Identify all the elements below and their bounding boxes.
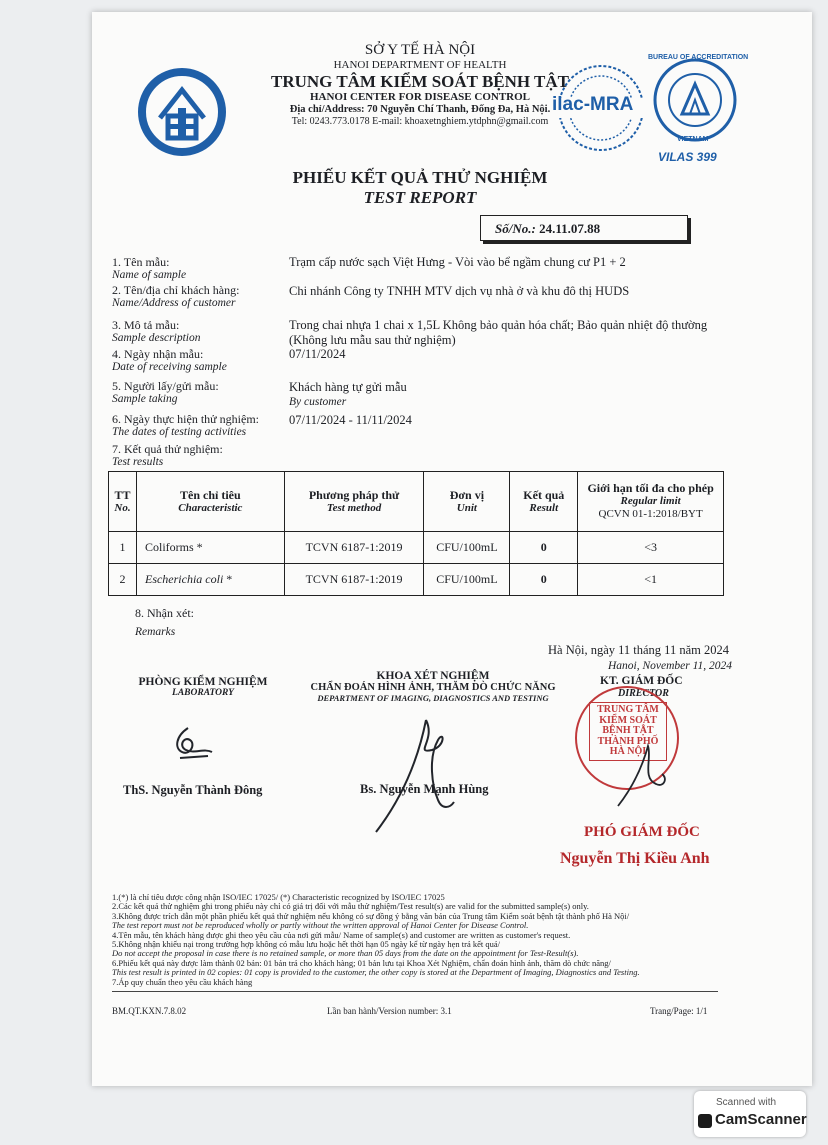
value-line: (Không lưu mẫu sau thử nghiệm): [289, 333, 456, 347]
field-label-testing-dates: [112, 413, 259, 439]
value-line: Khách hàng tự gửi mẫu: [289, 380, 407, 394]
label-vn: 5. Người lấy/gửi mẫu:: [112, 379, 219, 393]
cell-method: TCVN 6187-1:2019: [284, 564, 424, 596]
camscanner-watermark: [694, 1091, 806, 1137]
header-en: Characteristic: [178, 501, 243, 514]
table-row: [109, 564, 724, 596]
cell-unit: CFU/100mL: [424, 564, 510, 596]
footnote: 4.Tên mẫu, tên khách hàng được ghi theo yêu cầu của nơi gửi mẫu/ Name of sample(s) and customer are written as customer's request.: [112, 929, 571, 940]
director-person: Nguyễn Thị Kiều Anh: [560, 850, 710, 867]
label-en: Sample taking: [112, 393, 178, 405]
header-no: [109, 472, 137, 532]
value-line: By customer: [289, 396, 347, 408]
cell-characteristic: [136, 564, 284, 596]
label-vn: 2. Tên/địa chỉ khách hàng:: [112, 283, 240, 297]
dept-title-vn: KHOA XÉT NGHIỆM: [376, 670, 490, 682]
label-vn: 7. Kết quả thử nghiệm:: [112, 442, 223, 456]
report-number-box: [480, 215, 688, 241]
accreditation-ring-text: BUREAU OF ACCREDITATION: [648, 54, 749, 61]
field-value-testing-dates: 07/11/2024 - 11/11/2024: [289, 413, 412, 427]
field-label-sample-name: [112, 256, 186, 282]
dept-signature: [366, 710, 476, 840]
footnote: 6.Phiếu kết quả này được làm thành 02 bản: 01 bản trả cho khách hàng; 01 bản lưu tại Khoa Xét Nghiệm, chẩn đoán hình ảnh, thăm dò chức năng/: [112, 957, 611, 968]
cell-result: 0: [510, 564, 578, 596]
header-en: Test method: [326, 501, 382, 514]
cell-unit: CFU/100mL: [424, 532, 510, 564]
field-value-customer: Chi nhánh Công ty TNHH MTV dịch vụ nhà ở và khu đô thị HUDS: [289, 284, 630, 298]
dept-vn: SỞ Y TẾ HÀ NỘI: [364, 42, 476, 58]
field-label-sample-taking: [112, 380, 219, 406]
label-vn: 1. Tên mẫu:: [112, 255, 170, 269]
camscanner-icon: [698, 1114, 712, 1128]
label-en: Name/Address of customer: [112, 297, 236, 309]
cell-no: 2: [109, 564, 137, 596]
field-value-description: [289, 318, 707, 348]
recognized-mark: *: [193, 540, 203, 554]
dept-signature-block: [302, 670, 564, 703]
header-vn: Kết quả: [523, 487, 565, 502]
remarks-label-vn: 8. Nhận xét:: [135, 606, 194, 620]
header-en: No.: [114, 501, 131, 514]
version-number: Lần ban hành/Version number: 3.1: [327, 1006, 452, 1016]
field-value-sample-name: Trạm cấp nước sạch Việt Hưng - Vòi vào bể ngầm chung cư P1 + 2: [289, 255, 626, 269]
label-en: The dates of testing activities: [112, 426, 247, 438]
ilac-mra-text: ilac-MRA: [552, 94, 634, 115]
cell-characteristic: [136, 532, 284, 564]
footnote: 2.Các kết quả thử nghiệm ghi trong phiếu này chỉ có giá trị đối với mẫu thử nghiệm/Test result(s) are valid for the submitted sample(s) only.: [112, 901, 589, 912]
watermark-line1: Scanned with: [716, 1097, 777, 1108]
director-title-vn: KT. GIÁM ĐỐC: [600, 675, 683, 687]
footnote: 7.Áp quy chuẩn theo yêu cầu khách hàng: [112, 976, 253, 987]
contact: Tel: 0243.773.0178 E-mail: khoaxetnghiem.ytdphn@gmail.com: [291, 116, 549, 128]
header-result: [510, 472, 578, 532]
header-en: Result: [529, 501, 559, 514]
center-vn: TRUNG TÂM KIỂM SOÁT BỆNH TẬT: [270, 71, 570, 91]
characteristic-name: Coliforms: [144, 540, 194, 554]
header-limit: [578, 472, 724, 532]
table-row: [109, 532, 724, 564]
label-vn: 6. Ngày thực hiện thử nghiệm:: [112, 412, 259, 426]
dept-subtitle-vn: CHẨN ĐOÁN HÌNH ẢNH, THĂM DÒ CHỨC NĂNG: [310, 682, 556, 693]
label-en: Sample description: [112, 332, 201, 344]
cell-no: 1: [109, 532, 137, 564]
stamp-text: TRUNG TÂM KIỂM SOÁT BỆNH TẬT THÀNH PHỐ HÀ NỘI: [589, 702, 667, 761]
header-vn: Giới hạn tối đa cho phép: [587, 481, 714, 495]
lab-signature: [168, 722, 218, 764]
dept-en: HANOI DEPARTMENT OF HEALTH: [333, 59, 507, 72]
report-title: [255, 168, 585, 208]
footnote: 1.(*) là chỉ tiêu được công nhận ISO/IEC 17025/ (*) Characteristic recognized by ISO/IEC 17025: [112, 892, 445, 902]
lab-title-vn: PHÒNG KIỂM NGHIỆM: [138, 676, 268, 688]
header-vn: TT: [114, 487, 131, 502]
field-value-receiving-date: 07/11/2024: [289, 347, 346, 361]
dept-person: Bs. Nguyễn Mạnh Hùng: [360, 782, 489, 796]
results-table: [108, 471, 724, 596]
table-header-row: [109, 472, 724, 532]
cell-result: 0: [510, 532, 578, 564]
title-vn: PHIẾU KẾT QUẢ THỬ NGHIỆM: [292, 168, 548, 187]
field-label-test-results: [112, 443, 223, 469]
report-number: 24.11.07.88: [539, 221, 601, 236]
characteristic-name: Escherichia coli: [144, 572, 224, 586]
cell-limit: <1: [578, 564, 724, 596]
footnotes: [112, 893, 717, 987]
field-label-customer: [112, 284, 239, 310]
label-vn: 4. Ngày nhận mẫu:: [112, 347, 204, 361]
cell-limit: <3: [578, 532, 724, 564]
value-line: Trong chai nhựa 1 chai x 1,5L Không bảo quản hóa chất; Bảo quản nhiệt độ thường: [289, 318, 708, 332]
footer-divider: [112, 991, 718, 992]
dept-title-en: DEPARTMENT OF IMAGING, DIAGNOSTICS AND TESTING: [317, 693, 549, 703]
header-unit: [424, 472, 510, 532]
header-characteristic: [136, 472, 284, 532]
accreditation-country: VIETNAM: [677, 136, 709, 143]
center-en: HANOI CENTER FOR DISEASE CONTROL: [309, 91, 531, 104]
footnote: 3.Không được trích dẫn một phần phiếu kết quả thử nghiệm nếu không có sự đồng ý bằng văn bản của Trung tâm Kiểm soát bệnh tật thành phố Hà Nội/: [112, 910, 630, 921]
field-value-sample-taking: [289, 380, 407, 410]
remarks-label-en: Remarks: [135, 626, 176, 638]
report-number-label: Số/No.:: [495, 221, 540, 236]
header-vn: Phương pháp thử: [308, 487, 400, 502]
issue-date-en: Hanoi, November 11, 2024: [608, 660, 733, 672]
footnote: The test report must not be reproduced wholly or partly without the written approval of Hanoi Center for Disease Control.: [112, 920, 529, 931]
title-en: TEST REPORT: [363, 188, 477, 207]
address: Địa chỉ/Address: 70 Nguyễn Chí Thanh, Đống Đa, Hà Nội.: [289, 104, 551, 116]
field-label-description: [112, 319, 200, 345]
lab-person: ThS. Nguyễn Thành Đông: [123, 783, 263, 797]
director-signature: [612, 738, 672, 812]
lab-title-en: LABORATORY: [172, 688, 234, 698]
field-label-receiving-date: [112, 348, 227, 374]
label-en: Test results: [112, 456, 164, 468]
footnote: Do not accept the proposal in case there is no retained sample, or more than 05 days from the date on the appointment for Test-Result(s).: [112, 948, 579, 959]
label-vn: 3. Mô tả mẫu:: [112, 318, 180, 332]
issue-date-vn: Hà Nội, ngày 11 tháng 11 năm 2024: [548, 643, 729, 657]
header-extra: QCVN 01-1:2018/BYT: [598, 508, 703, 520]
lab-signature-block: [128, 676, 278, 698]
form-code: BM.QT.KXN.7.8.02: [112, 1006, 187, 1016]
watermark-line2: CamScanner: [715, 1111, 807, 1128]
label-en: Name of sample: [112, 269, 187, 281]
header-vn: Tên chỉ tiêu: [180, 487, 241, 502]
header-method: [284, 472, 424, 532]
header-vn: Đơn vị: [449, 487, 485, 502]
label-en: Date of receiving sample: [112, 361, 227, 373]
cell-method: TCVN 6187-1:2019: [284, 532, 424, 564]
header-en: Regular limit: [620, 495, 681, 507]
recognized-mark: *: [223, 572, 233, 586]
header-en: Unit: [456, 501, 477, 514]
footnote: This test result is printed in 02 copies: 01 copy is provided to the customer, the other copy is stored at the Department of Imaging, Diagnostics and Testing.: [112, 967, 640, 978]
vilas-code: VILAS 399: [658, 150, 717, 164]
director-title-en: DIRECTOR: [618, 688, 669, 699]
deputy-director-title: PHÓ GIÁM ĐỐC: [584, 824, 700, 840]
footnote: 5.Không nhận khiếu nại trong trường hợp không có mẫu lưu hoặc hết thời hạn 05 ngày kể từ ngày hẹn trả kết quả/: [112, 939, 500, 950]
page-number: Trang/Page: 1/1: [650, 1006, 708, 1016]
